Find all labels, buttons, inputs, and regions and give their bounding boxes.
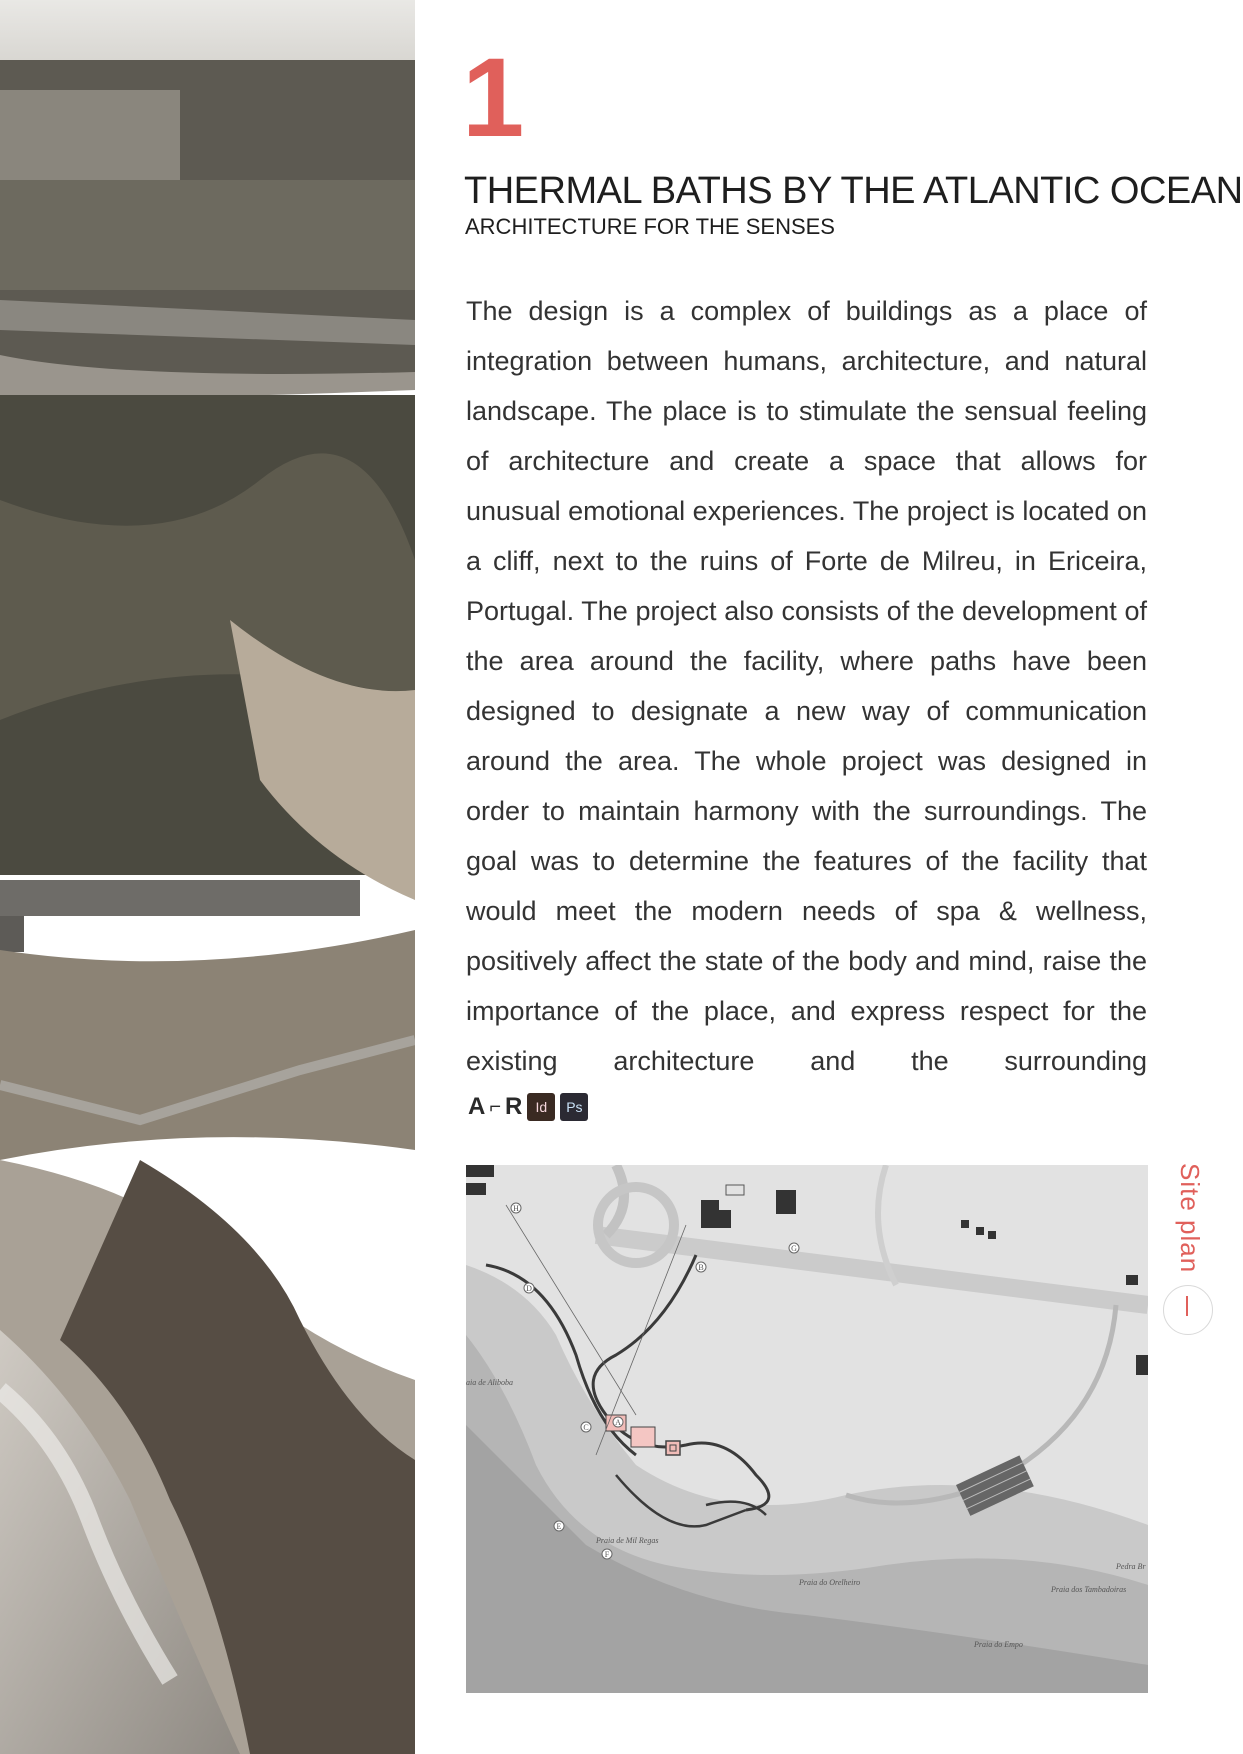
- page-subtitle: ARCHITECTURE FOR THE SENSES: [465, 214, 835, 239]
- aerial-photo: [0, 0, 415, 1754]
- site-plan-map: [466, 1165, 1148, 1693]
- software-logos: [468, 1092, 588, 1122]
- project-description: The design is a complex of buildings as a place of integration between humans, architecture, and natural landscape. The place is to stimulate the sensual feeling of architecture and create a space that allows for unusual emotional experiences. The project is located on a cliff, next to the ruins of Forte de Milreu, in Ericeira, Portugal. The project also consists of the development of the area around the facility, where paths have been designed to designate a new way of communication around the area. The whole project was designed in order to maintain harmony with the surroundings. The goal was to determine the features of the facility that would meet the modern needs of spa & wellness, positively affect the state of the body and mind, raise the importance of the place, and express respect for the existing architecture and the surrounding: [466, 296, 1147, 1076]
- side-circle-icon: [1163, 1285, 1213, 1335]
- marker-f: F: [604, 1550, 610, 1559]
- marker-g: G: [791, 1244, 797, 1253]
- side-label-text: Site plan: [1175, 1163, 1205, 1274]
- place-mil-regos: Praia de Mil Regas: [596, 1536, 659, 1545]
- place-orelheiro: Praia do Orelheiro: [799, 1578, 861, 1587]
- marker-h: H: [513, 1204, 519, 1213]
- autocad-logo: A: [468, 1093, 486, 1120]
- marker-d: D: [526, 1284, 532, 1293]
- page-number: 1: [462, 35, 525, 160]
- place-aliboba: aia de Aliboba: [466, 1378, 513, 1387]
- marker-a: A: [615, 1418, 621, 1427]
- photoshop-icon: Ps: [560, 1093, 588, 1121]
- side-label: [1172, 1163, 1212, 1293]
- place-pedra: Pedra Br: [1116, 1562, 1146, 1571]
- indesign-icon: Id: [527, 1093, 555, 1121]
- marker-e: E: [556, 1522, 562, 1531]
- place-tambadoiras: Praia dos Tambadoiras: [1051, 1585, 1127, 1594]
- revit-logo: R: [505, 1093, 523, 1120]
- page-title: THERMAL BATHS BY THE ATLANTIC OCEAN: [464, 170, 1243, 212]
- side-tick-icon: [1186, 1296, 1188, 1316]
- marker-b: B: [698, 1263, 704, 1272]
- marker-c: C: [583, 1423, 589, 1432]
- separator-icon: ⌐: [489, 1095, 502, 1118]
- place-empo: Praia do Empo: [974, 1640, 1023, 1649]
